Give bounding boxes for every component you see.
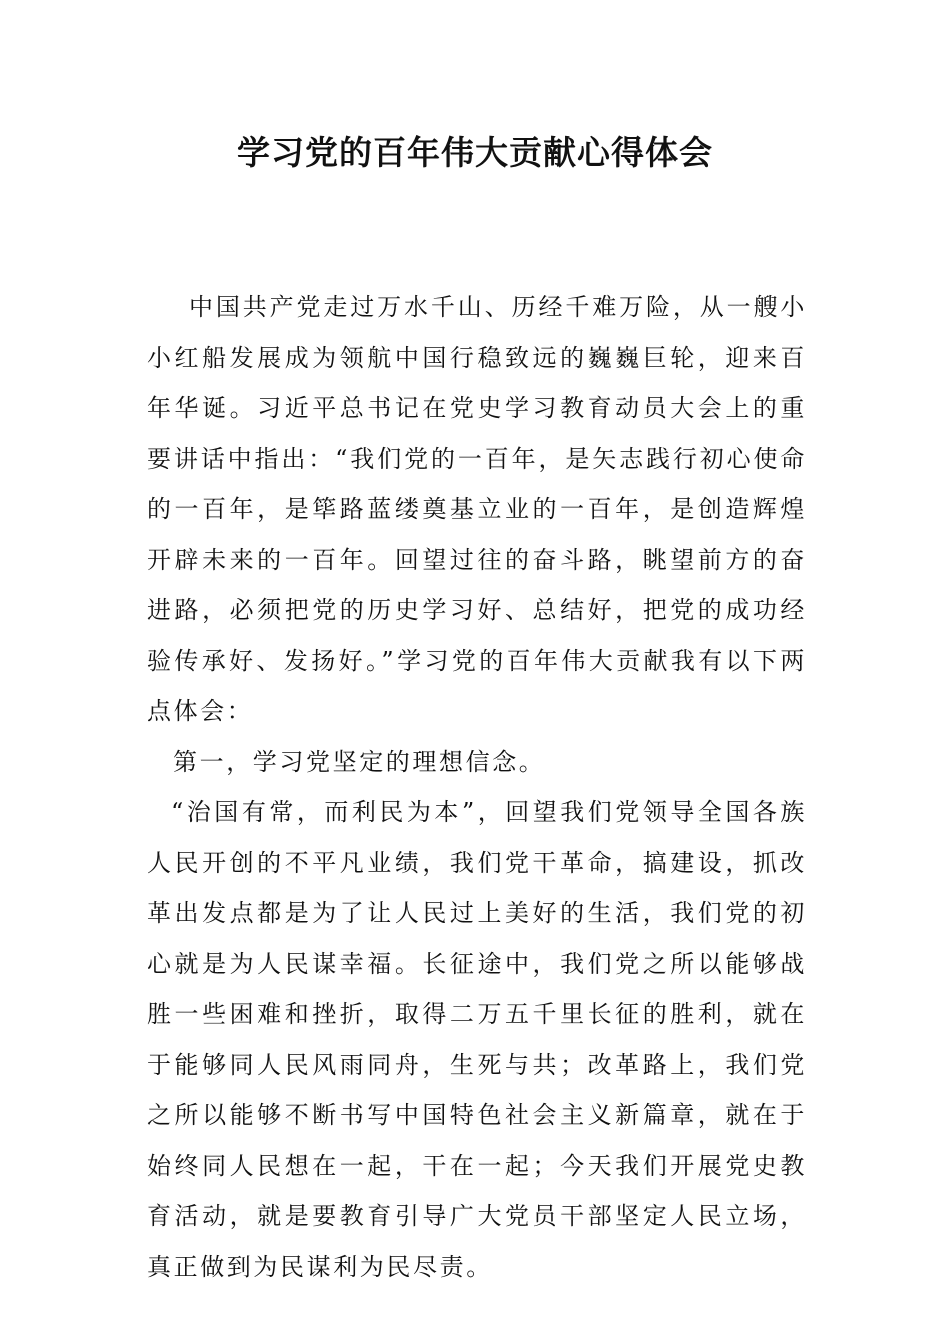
- document-title: 学习党的百年伟大贡献心得体会: [237, 133, 713, 172]
- paragraph-heading-first: 第一，学习党坚定的理想信念。: [173, 747, 546, 776]
- paragraph-intro: 中国共产党走过万水千山、历经千难万险，从一艘小小红船发展成为领航中国行稳致远的巍巍巨轮，迎来百年华诞。习近平总书记在党史学习教育动员大会上的重要讲话中指出：“我们党的一百年，是矢志践行初心使命的一百年，是筚路蓝缕奠基立业的一百年，是创造辉煌开辟未来的一百年。回望过往的奋斗路，眺望前方的奋进路，必须把党的历史学习好、总结好，把党的成功经验传承好、发扬好。”学习党的百年伟大贡献我有以下两点体会：: [147, 293, 807, 725]
- paragraph-people-first: “治国有常，而利民为本”，回望我们党领导全国各族人民开创的不平凡业绩，我们党干革命，搞建设，抓改革出发点都是为了让人民过上美好的生活，我们党的初心就是为人民谋幸福。长征途中，我们党之所以能够战胜一些困难和挫折，取得二万五千里长征的胜利，就在于能够同人民风雨同舟，生死与共；改革路上，我们党之所以能够不断书写中国特色社会主义新篇章，就在于始终同人民想在一起，干在一起；今天我们开展党史教育活动，就是要教育引导广大党员干部坚定人民立场，真正做到为民谋利为民尽责。: [147, 798, 807, 1281]
- document-body: [147, 282, 807, 1292]
